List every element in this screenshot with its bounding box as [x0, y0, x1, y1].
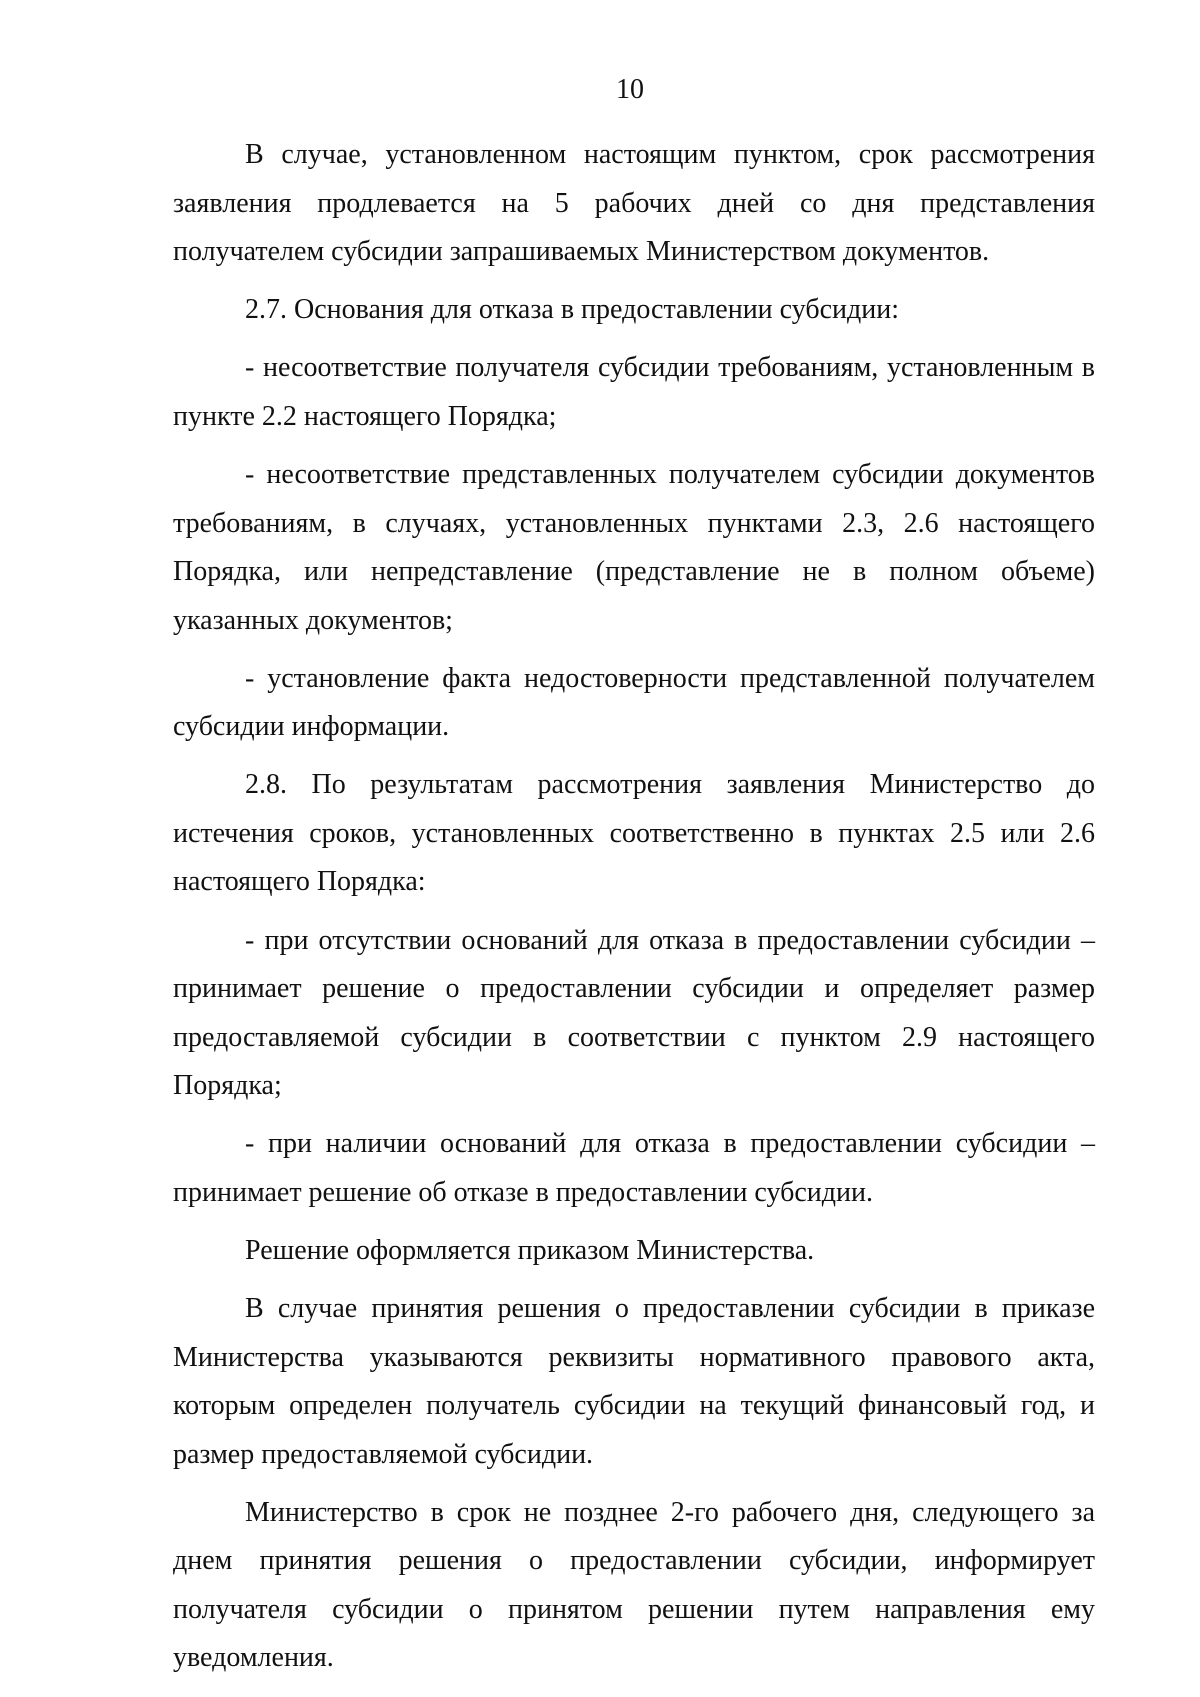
- paragraph-extension-of-review: В случае, установленном настоящим пунктом, срок рассмотрения заявления продлевается на 5 рабочих дней со дня представления получателем субсидии запрашиваемых Министерством документов.: [173, 139, 1095, 267]
- paragraph-section-2-8-heading: 2.8. По результатам рассмотрения заявления Министерство до истечения сроков, установленных соответственно в пунктах 2.5 или 2.6 настоящего Порядка:: [173, 769, 1095, 898]
- document-body: [173, 131, 1095, 1693]
- paragraph-refusal-ground-requirements: - несоответствие получателя субсидии требованиям, установленным в пункте 2.2 настоящего Порядка;: [173, 352, 1095, 432]
- paragraph-refusal-ground-documents: - несоответствие представленных получателем субсидии документов требованиям, в случаях, установленных пунктами 2.3, 2.6 настоящего Порядка, или непредставление (представление не в полном объеме) указанных документов;: [173, 459, 1095, 636]
- paragraph-decision-grant: - при отсутствии оснований для отказа в предоставлении субсидии – принимает решение о предоставлении субсидии и определяет размер предоставляемой субсидии в соответствии с пунктом 2.9 настоящего Порядка;: [173, 924, 1095, 1102]
- paragraph-section-2-7-heading: 2.7. Основания для отказа в предоставлении субсидии:: [245, 294, 900, 326]
- paragraph-order-details: В случае принятия решения о предоставлении субсидии в приказе Министерства указываются реквизиты нормативного правового акта, которым определен получатель субсидии на текущий финансовый год, и размер предоставляемой субсидии.: [173, 1293, 1095, 1470]
- paragraph-notification: Министерство в срок не позднее 2-го рабочего дня, следующего за днем принятия решения о предоставлении субсидии, информирует получателя субсидии о принятом решении путем направления ему уведомления.: [173, 1496, 1095, 1674]
- paragraph-decision-order: Решение оформляется приказом Министерства.: [245, 1235, 815, 1266]
- page-number: 10: [616, 74, 644, 105]
- paragraph-decision-refusal: - при наличии оснований для отказа в предоставлении субсидии – принимает решение об отказе в предоставлении субсидии.: [173, 1128, 1095, 1208]
- paragraph-refusal-ground-false-info: - установление факта недостоверности представленной получателем субсидии информации.: [173, 662, 1095, 743]
